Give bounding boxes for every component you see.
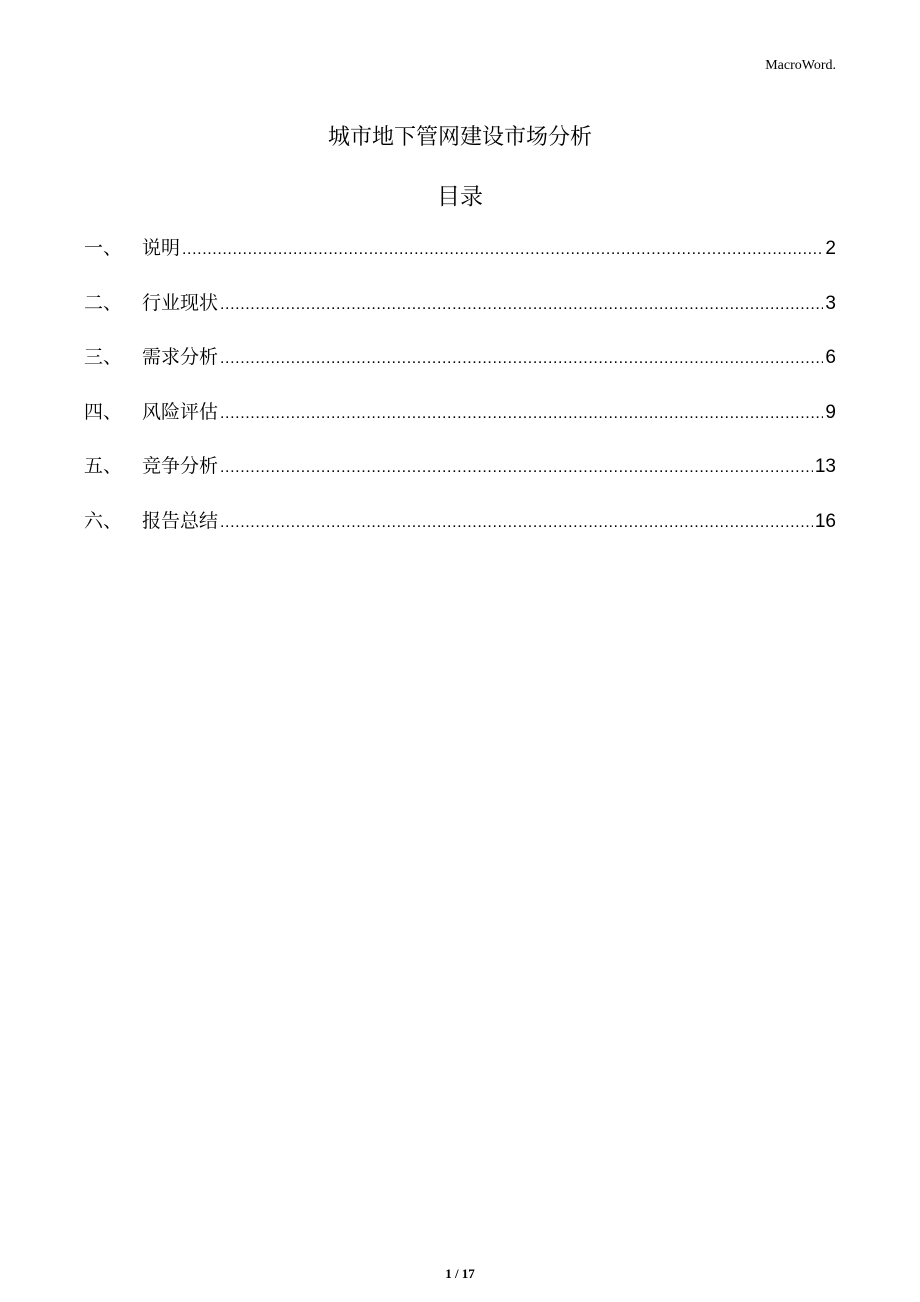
toc-entry-page[interactable]: 16 [814, 510, 836, 532]
toc-dot-leader [220, 514, 813, 532]
toc-entry-title[interactable]: 风险评估 [142, 400, 219, 423]
toc-entry[interactable] [84, 233, 836, 288]
table-of-contents [84, 233, 836, 560]
toc-entry-page[interactable]: 6 [825, 347, 836, 368]
toc-entry-title[interactable]: 报告总结 [142, 509, 219, 532]
toc-dot-leader [182, 241, 823, 259]
toc-entry-number: 六、 [84, 509, 123, 532]
toc-entry-number: 五、 [84, 455, 123, 477]
toc-entry[interactable] [84, 451, 836, 506]
toc-entry-page[interactable]: 3 [825, 292, 836, 314]
toc-entry[interactable] [84, 288, 836, 343]
toc-entry-page[interactable]: 9 [825, 401, 836, 423]
toc-entry-number: 一、 [84, 237, 123, 259]
toc-entry[interactable] [84, 342, 836, 397]
page-header: MacroWord. [765, 58, 836, 73]
toc-entry-number: 二、 [84, 291, 123, 314]
toc-entry-number: 三、 [84, 346, 123, 368]
toc-dot-leader [220, 405, 823, 423]
toc-dot-leader [220, 296, 823, 314]
document-title: 城市地下管网建设市场分析 [327, 125, 592, 150]
toc-entry-page[interactable]: 2 [825, 238, 836, 259]
toc-entry[interactable] [84, 397, 836, 452]
toc-entry-title[interactable]: 行业现状 [142, 291, 219, 314]
toc-entry-title[interactable]: 说明 [142, 237, 181, 259]
toc-entry-title[interactable]: 竞争分析 [142, 455, 219, 477]
toc-dot-leader [220, 459, 813, 477]
page-footer: 1 / 17 [445, 1266, 475, 1281]
toc-entry-title[interactable]: 需求分析 [142, 346, 219, 368]
toc-entry-page[interactable]: 13 [814, 456, 836, 477]
toc-heading: 目录 [437, 184, 483, 210]
toc-entry[interactable] [84, 506, 836, 561]
toc-dot-leader [220, 350, 823, 368]
toc-entry-number: 四、 [84, 400, 123, 423]
